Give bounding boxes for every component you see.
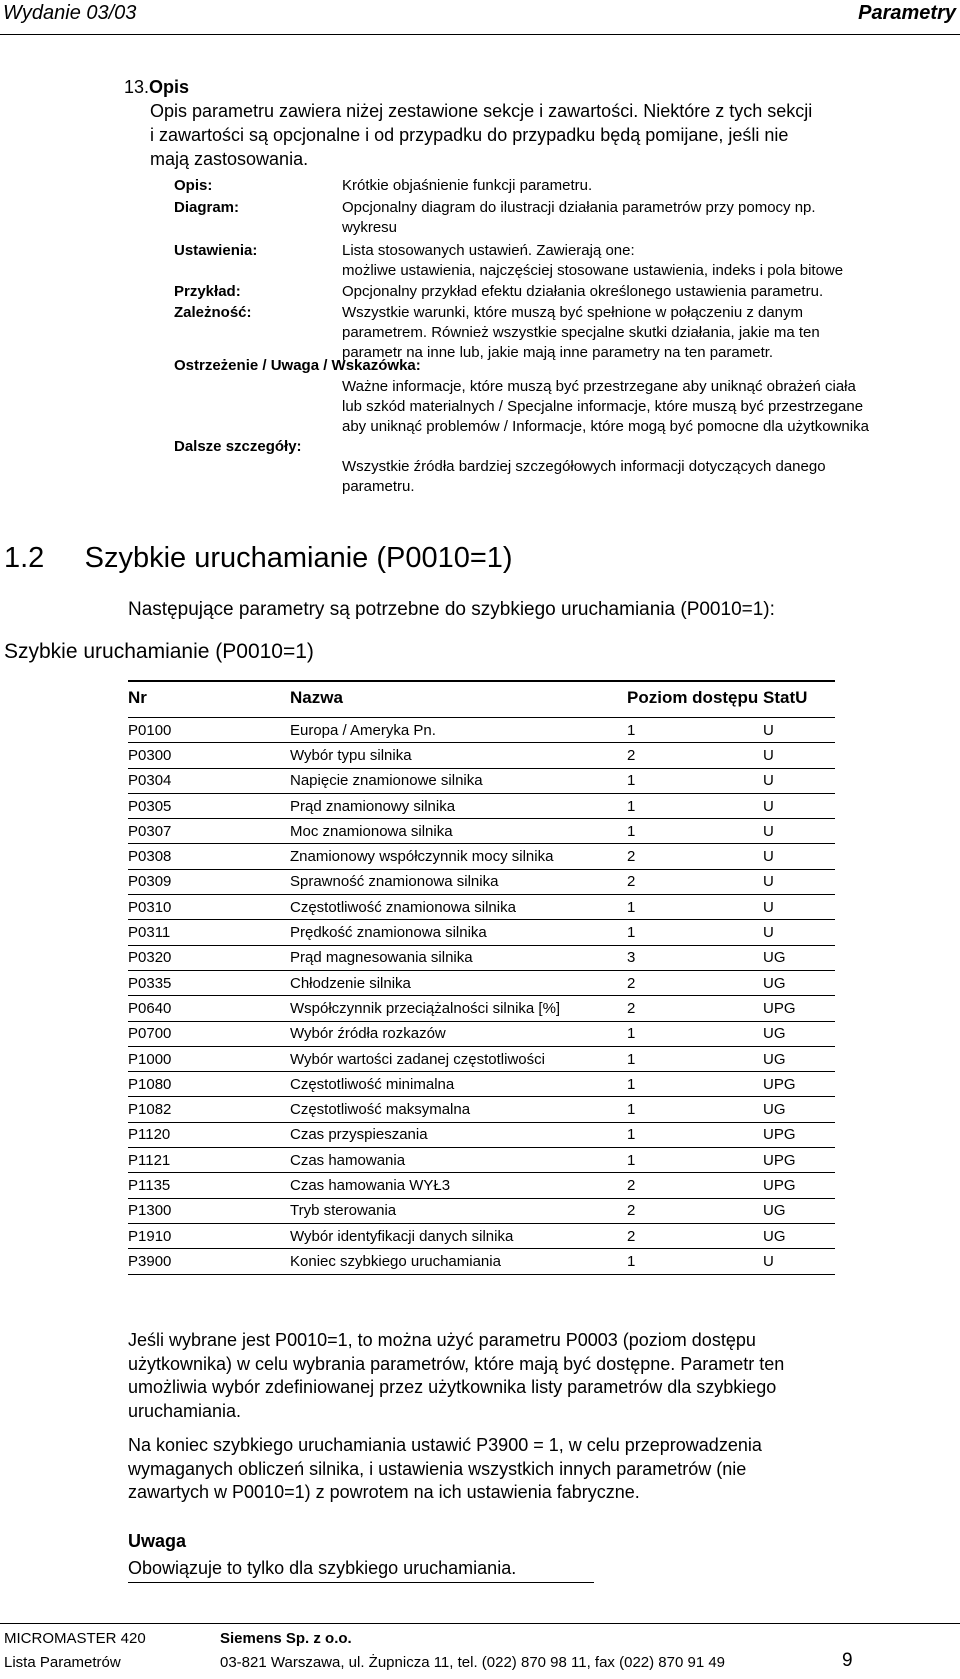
ostrzezenie-line: aby uniknąć problemów / Informacje, które mogą być pomocne dla użytkownika [342, 418, 869, 435]
cell-nr: P1910 [128, 1223, 290, 1248]
cell-poziom: 2 [627, 1223, 763, 1248]
cell-nr: P0700 [128, 1021, 290, 1046]
section-subtitle: Szybkie uruchamianie (P0010=1) [4, 640, 314, 663]
cell-nr: P0335 [128, 970, 290, 995]
cell-nr: P0100 [128, 718, 290, 743]
cell-poziom: 1 [627, 1122, 763, 1147]
table-header-row [128, 681, 835, 718]
col-header-nr: Nr [128, 681, 290, 718]
cell-poziom: 1 [627, 768, 763, 793]
note-rule [128, 1582, 594, 1583]
cell-statu: UPG [763, 1148, 835, 1173]
footer-company: Siemens Sp. z o.o. [220, 1630, 352, 1647]
table-row [128, 1223, 835, 1248]
cell-statu: U [763, 819, 835, 844]
table-row [128, 1249, 835, 1274]
cell-statu: U [763, 844, 835, 869]
cell-nazwa: Częstotliwość znamionowa silnika [290, 895, 627, 920]
opis-intro-line: mają zastosowania. [150, 149, 309, 169]
diagram-line: Opcjonalny diagram do ilustracji działania parametrów przy pomocy np. [342, 199, 816, 216]
cell-nr: P1080 [128, 1072, 290, 1097]
cell-statu: U [763, 869, 835, 894]
cell-statu: UG [763, 1198, 835, 1223]
cell-poziom: 2 [627, 743, 763, 768]
cell-poziom: 1 [627, 1249, 763, 1274]
cell-nazwa: Wybór identyfikacji danych silnika [290, 1223, 627, 1248]
cell-statu: U [763, 1249, 835, 1274]
table-row [128, 869, 835, 894]
paragraph-line: uruchamiania. [128, 1400, 242, 1421]
przyklad-text: Opcjonalny przykład efektu działania określonego ustawienia parametru. [342, 283, 824, 300]
paragraph-line: wymaganych obliczeń silnika, i ustawienia wszystkich innych parametrów (nie [128, 1458, 747, 1479]
dalsze-line: Wszystkie źródła bardziej szczegółowych informacji dotyczących danego [342, 458, 826, 475]
diagram-text [342, 198, 816, 238]
cell-nazwa: Współczynnik przeciążalności silnika [%] [290, 996, 627, 1021]
cell-nr: P0310 [128, 895, 290, 920]
table-row [128, 945, 835, 970]
cell-poziom: 2 [627, 1198, 763, 1223]
table-row [128, 895, 835, 920]
cell-nazwa: Częstotliwość maksymalna [290, 1097, 627, 1122]
table-row [128, 1046, 835, 1071]
header-right: Parametry [858, 2, 956, 24]
cell-poziom: 2 [627, 844, 763, 869]
dalsze-text [342, 457, 826, 497]
cell-poziom: 1 [627, 1097, 763, 1122]
note-text: Obowiązuje to tylko dla szybkiego uruchamiania. [128, 1558, 517, 1578]
cell-nr: P0304 [128, 768, 290, 793]
cell-statu: UPG [763, 1122, 835, 1147]
footer-product: MICROMASTER 420 [4, 1630, 146, 1647]
cell-poziom: 2 [627, 869, 763, 894]
section-intro: Następujące parametry są potrzebne do szybkiego uruchamiania (P0010=1): [128, 599, 775, 620]
paragraph-line: użytkownika) w celu wybrania parametrów, które mają być dostępne. Parametr ten [128, 1353, 785, 1374]
cell-nazwa: Sprawność znamionowa silnika [290, 869, 627, 894]
table-row [128, 844, 835, 869]
ostrzezenie-label: Ostrzeżenie / Uwaga / Wskazówka: [174, 357, 421, 374]
cell-nazwa: Europa / Ameryka Pn. [290, 718, 627, 743]
cell-poziom: 1 [627, 1072, 763, 1097]
col-header-statu: StatU [763, 681, 835, 718]
table-row [128, 718, 835, 743]
cell-nr: P0640 [128, 996, 290, 1021]
cell-nr: P0307 [128, 819, 290, 844]
opis-heading [124, 76, 189, 99]
cell-nazwa: Prąd magnesowania silnika [290, 945, 627, 970]
section-title: 1.2 Szybkie uruchamianie (P0010=1) [4, 542, 513, 574]
table-row [128, 1097, 835, 1122]
cell-poziom: 2 [627, 996, 763, 1021]
cell-poziom: 1 [627, 819, 763, 844]
cell-poziom: 1 [627, 1148, 763, 1173]
cell-poziom: 2 [627, 1173, 763, 1198]
cell-statu: U [763, 743, 835, 768]
cell-statu: U [763, 793, 835, 818]
paragraph-line: umożliwia wybór zdefiniowanej przez użytkownika listy parametrów dla szybkiego [128, 1377, 777, 1397]
cell-statu: U [763, 920, 835, 945]
paragraph-1 [128, 1329, 784, 1423]
cell-statu: UPG [763, 996, 835, 1021]
cell-statu: U [763, 895, 835, 920]
cell-nazwa: Wybór wartości zadanej częstotliwości [290, 1046, 627, 1071]
opis-intro-line: Opis parametru zawiera niżej zestawione sekcje i zawartości. Niektóre z tych sekcji [150, 101, 813, 121]
col-header-nazwa: Nazwa [290, 681, 627, 718]
table-row [128, 819, 835, 844]
ustawienia-line: możliwe ustawienia, najczęściej stosowane ustawienia, indeks i pola bitowe [342, 262, 844, 279]
cell-poziom: 3 [627, 945, 763, 970]
header-left: Wydanie 03/03 [3, 2, 137, 24]
footer-address: 03-821 Warszawa, ul. Żupnicza 11, tel. (022) 870 98 11, fax (022) 870 91 49 [220, 1654, 726, 1671]
cell-statu: U [763, 768, 835, 793]
cell-nr: P0308 [128, 844, 290, 869]
cell-nr: P0300 [128, 743, 290, 768]
paragraph-2 [128, 1434, 762, 1505]
cell-poziom: 1 [627, 793, 763, 818]
przyklad-label: Przykład: [174, 283, 241, 300]
opis-intro [150, 99, 812, 171]
cell-nr: P1082 [128, 1097, 290, 1122]
table-row [128, 793, 835, 818]
cell-nazwa: Czas hamowania [290, 1148, 627, 1173]
cell-poziom: 1 [627, 718, 763, 743]
table-row [128, 920, 835, 945]
zaleznosc-line: parametr na inne lub, jakie mają inne parametry na ten parametr. [342, 344, 774, 361]
cell-nr: P0311 [128, 920, 290, 945]
footer-doc: Lista Parametrów [4, 1654, 121, 1671]
cell-statu: UPG [763, 1072, 835, 1097]
dalsze-line: parametru. [342, 478, 415, 495]
table-row [128, 1122, 835, 1147]
paragraph-line: zawartych w P0010=1) z powrotem na ich ustawienia fabryczne. [128, 1482, 640, 1502]
table-row [128, 1173, 835, 1198]
cell-poziom: 1 [627, 920, 763, 945]
ostrzezenie-text [342, 377, 869, 437]
cell-nr: P0305 [128, 793, 290, 818]
table-row [128, 1021, 835, 1046]
paragraph-line: Na koniec szybkiego uruchamiania ustawić P3900 = 1, w celu przeprowadzenia [128, 1435, 762, 1455]
cell-statu: U [763, 718, 835, 743]
cell-nazwa: Prędkość znamionowa silnika [290, 920, 627, 945]
cell-nazwa: Tryb sterowania [290, 1198, 627, 1223]
diagram-label: Diagram: [174, 199, 240, 216]
cell-statu: UG [763, 1021, 835, 1046]
footer-rule [0, 1623, 960, 1624]
opis-text: Krótkie objaśnienie funkcji parametru. [342, 177, 593, 194]
cell-nazwa: Moc znamionowa silnika [290, 819, 627, 844]
table-row [128, 743, 835, 768]
cell-statu: UG [763, 1046, 835, 1071]
zaleznosc-line: Wszystkie warunki, które muszą być spełnione w połączeniu z danym [342, 304, 804, 321]
cell-nr: P1300 [128, 1198, 290, 1223]
table-row [128, 768, 835, 793]
cell-nazwa: Wybór źródła rozkazów [290, 1021, 627, 1046]
parameter-table [128, 680, 835, 1275]
cell-statu: UG [763, 970, 835, 995]
cell-nr: P1000 [128, 1046, 290, 1071]
paragraph-line: Jeśli wybrane jest P0010=1, to można użyć parametru P0003 (poziom dostępu [128, 1330, 756, 1350]
cell-nazwa: Częstotliwość minimalna [290, 1072, 627, 1097]
cell-nazwa: Czas przyspieszania [290, 1122, 627, 1147]
table-row [128, 1148, 835, 1173]
cell-nazwa: Czas hamowania WYŁ3 [290, 1173, 627, 1198]
cell-nazwa: Znamionowy współczynnik mocy silnika [290, 844, 627, 869]
ustawienia-line: Lista stosowanych ustawień. Zawierają one: [342, 242, 635, 259]
cell-poziom: 1 [627, 895, 763, 920]
cell-nr: P1135 [128, 1173, 290, 1198]
cell-nr: P1120 [128, 1122, 290, 1147]
cell-statu: UG [763, 1097, 835, 1122]
cell-poziom: 2 [627, 970, 763, 995]
cell-nr: P0320 [128, 945, 290, 970]
ostrzezenie-line: lub szkód materialnych / Specjalne informacje, które muszą być przestrzegane [342, 398, 864, 415]
zaleznosc-text [342, 303, 820, 363]
cell-nr: P1121 [128, 1148, 290, 1173]
ustawienia-label: Ustawienia: [174, 242, 258, 259]
cell-nazwa: Wybór typu silnika [290, 743, 627, 768]
cell-nazwa: Prąd znamionowy silnika [290, 793, 627, 818]
header-rule [0, 34, 960, 35]
cell-statu: UPG [763, 1173, 835, 1198]
cell-statu: UG [763, 945, 835, 970]
cell-statu: UG [763, 1223, 835, 1248]
table-body [128, 718, 835, 1275]
opis-title: Opis [149, 77, 190, 97]
col-header-poziom: Poziom dostępu [627, 681, 763, 718]
table-row [128, 1072, 835, 1097]
ustawienia-text [342, 241, 843, 281]
zaleznosc-line: parametrem. Również wszystkie specjalne skutki działania, jakie ma ten [342, 324, 820, 341]
cell-nazwa: Napięcie znamionowe silnika [290, 768, 627, 793]
opis-intro-line: i zawartości są opcjonalne i od przypadku do przypadku będą pomijane, jeśli nie [150, 125, 789, 145]
dalsze-label: Dalsze szczegóły: [174, 438, 302, 455]
page-number: 9 [842, 1650, 853, 1671]
cell-poziom: 1 [627, 1046, 763, 1071]
table-row [128, 970, 835, 995]
table-row [128, 996, 835, 1021]
diagram-line: wykresu [342, 219, 398, 236]
cell-nr: P0309 [128, 869, 290, 894]
opis-label: Opis: [174, 177, 213, 194]
table-row [128, 1198, 835, 1223]
note-title: Uwaga [128, 1531, 187, 1551]
ostrzezenie-line: Ważne informacje, które muszą być przestrzegane aby uniknąć obrażeń ciała [342, 378, 856, 395]
cell-nazwa: Chłodzenie silnika [290, 970, 627, 995]
cell-nazwa: Koniec szybkiego uruchamiania [290, 1249, 627, 1274]
zaleznosc-label: Zależność: [174, 304, 252, 321]
cell-nr: P3900 [128, 1249, 290, 1274]
cell-poziom: 1 [627, 1021, 763, 1046]
opis-number: 13. [124, 77, 150, 97]
